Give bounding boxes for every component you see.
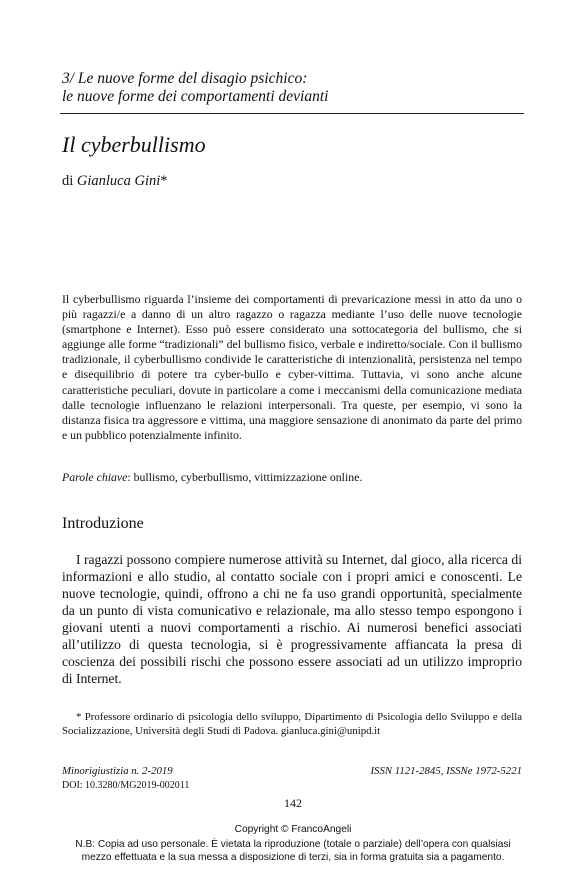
- keywords-label: Parole chiave: [62, 470, 128, 484]
- abstract: Il cyberbullismo riguarda l’insieme dei comportamenti di prevaricazione messi in atto da uno o più ragazzi/e a danno di un altro ragazzo o ragazza mediante l’uso delle nuove tecnologie (smartphone e Internet). Esso può essere considerato una sottocategoria del bullismo, che si aggiunge alle forme “tradizionali” del bullismo fisico, verbale e indiretto/sociale. Con il bullismo tradizionale, il cyberbullismo condivide le caratteristiche di intenzionalità, persistenza nel tempo e disequilibrio di potere tra cyber-bullo e cyber-vittima. Tuttavia, vi sono anche alcune caratteristiche peculiari, dovute in particolare a come i meccanismi della comunicazione mediata dalle tecnologie influenzano le relazioni interpersonali. Tra queste, per esempio, vi sono la distanza fisica tra aggressore e vittima, una maggiore sensazione di anonimato da parte del primo e un pubblico potenzialmente infinito.: [62, 292, 522, 442]
- author-prefix: di: [62, 173, 77, 189]
- usage-notice: N.B: Copia ad uso personale. È vietata la riproduzione (totale o parziale) dell’opera con qualsiasi mezzo effettuata e la sua messa a disposizione di terzi, sia in forma gratuita sia a pagamento.: [75, 839, 511, 863]
- author-footnote: * Professore ordinario di psicologia dello sviluppo, Dipartimento di Psicologia dello Sviluppo e della Socializzazione, Università degli Studi di Padova. gianluca.gini@unipd.it: [62, 711, 522, 737]
- doi: DOI: 10.3280/MG2019-002011: [62, 780, 190, 791]
- introduction-paragraph: I ragazzi possono compiere numerose attività su Internet, dal gioco, alla ricerca di informazioni e allo studio, al contatto sociale con i propri amici e conoscenti. Le nuove tecnologie, quindi, offrono a chi ne fa uso grandi opportunità, specialmente da un punto di vista comunicativo e relazionale, ma allo stesso tempo espongono i giovani utenti a nuovi comportamenti a rischio. Ai numerosi benefici associati all’utilizzo di questa tecnologia, si è progressivamente affiancata la presa di coscienza dei possibili rischi che possono essere associati ad un utilizzo improprio di Internet.: [62, 552, 522, 686]
- author-line: [62, 173, 168, 190]
- journal-citation: Minorigiustizia n. 2-2019: [62, 765, 173, 777]
- section-heading-line1: 3/ Le nuove forme del disagio psichico:: [62, 70, 308, 87]
- issn: ISSN 1121-2845, ISSNe 1972-5221: [370, 765, 522, 777]
- section-heading-line2: le nuove forme dei comportamenti devianti: [62, 88, 329, 105]
- introduction-heading: Introduzione: [62, 515, 144, 532]
- section-divider: [60, 113, 524, 114]
- author-name: Gianluca Gini: [76, 173, 161, 189]
- keywords: [62, 470, 522, 485]
- page-number: 142: [284, 796, 302, 810]
- author-footnote-mark: *: [160, 173, 168, 189]
- section-heading: [62, 70, 522, 106]
- copyright-line: Copyright © FrancoAngeli: [234, 824, 352, 835]
- keywords-text: : bullismo, cyberbullismo, vittimizzazione online.: [127, 470, 363, 484]
- article-title: Il cyberbullismo: [62, 132, 206, 157]
